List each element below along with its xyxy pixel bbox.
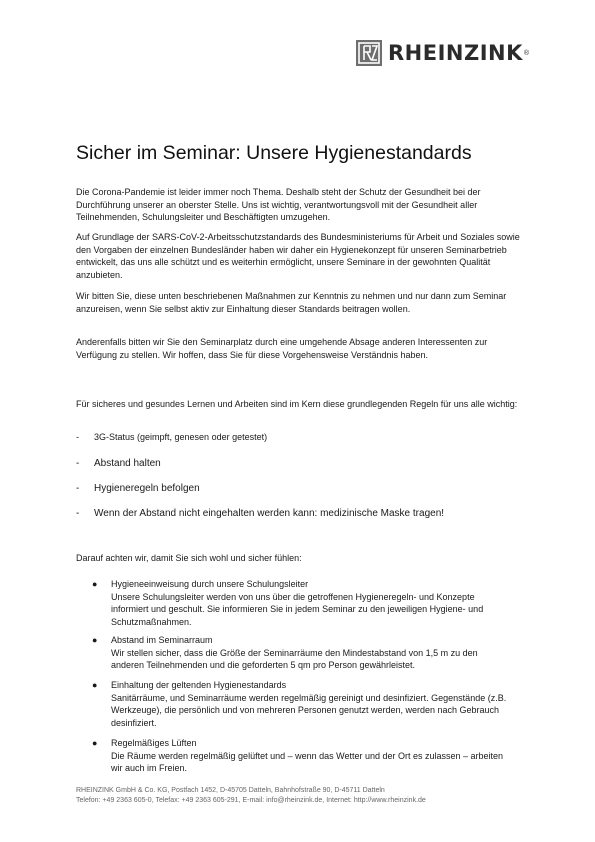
measure-text: Wir stellen sicher, dass die Größe der Seminarräume den Mindestabstand von 1,5 m zu den anderen Teilnehmenden und die geforderten 5 qm pro Person gewährleistet. [111,647,478,671]
intro-paragraph: Die Corona-Pandemie ist leider immer noch Thema. Deshalb steht der Schutz der Gesundheit bei der Durchführung unserer an oberster Stelle. Uns ist wichtig, verantwortungsvoll mit der Gesundheit aller Teilnehmenden, Schulungsleiter und Beschäftigten umzugehen. [76,187,481,223]
bullet-icon: ● [92,680,98,690]
footer-address: RHEINZINK GmbH & Co. KG, Postfach 1452, D-45705 Datteln, Bahnhofstraße 90, D-45711 Datteln [76,787,385,794]
dash-marker: - [76,458,80,469]
page-title: Sicher im Seminar: Unsere Hygienestandards [76,142,472,164]
measure-item [92,679,512,729]
measure-text: Die Räume werden regelmäßig gelüftet und – wenn das Wetter und der Ort es zulassen – arbeiten wir auch im Freien. [111,750,504,774]
rule-text: Abstand halten [94,458,161,469]
measure-heading: Regelmäßiges Lüften [111,738,197,748]
measure-heading: Einhaltung der geltenden Hygienestandards [111,680,287,690]
measures-intro: Darauf achten wir, damit Sie sich wohl und sicher fühlen: [76,553,302,563]
bullet-icon: ● [92,579,98,589]
rule-item [76,458,161,469]
footer [76,786,426,806]
measure-heading: Abstand im Seminarraum [111,635,213,645]
rheinzink-logo-icon [356,40,382,66]
measure-item [92,634,512,672]
measure-text: Unsere Schulungsleiter werden von uns über die getroffenen Hygieneregeln- und Konzepte informiert und geschult. Sie informieren Sie in jedem Seminar zu den jeweiligen Hygiene- und Schutzmaßnahmen. [111,591,484,627]
registered-mark: ® [523,49,530,57]
rule-item [76,508,444,519]
rule-item [76,483,200,494]
brand-logo [356,38,561,68]
brand-name: RHEINZINK [388,41,523,65]
bullet-icon: ● [92,738,98,748]
rules-intro: Für sicheres und gesundes Lernen und Arbeiten sind im Kern diese grundlegenden Regeln für uns alle wichtig: [76,399,518,409]
measure-text: Sanitärräume, und Seminarräume werden regelmäßig gereinigt und desinfiziert. Gegenstände (z.B. Werkzeuge), die persönlich und von mehreren Personen genutzt werden, werden nach Gebrauch desinfiziert. [111,692,507,728]
measure-item [92,578,512,628]
intro-paragraph: Anderenfalls bitten wir Sie den Seminarplatz durch eine umgehende Absage anderen Interessenten zur Verfügung zu stellen. Wir hoffen, dass Sie für diese Vorgehensweise Verständnis haben. [76,337,488,360]
intro-paragraph: Auf Grundlage der SARS-CoV-2-Arbeitsschutzstandards des Bundesministeriums für Arbeit und Soziales sowie den Vorgaben der einzelnen Bundesländer haben wir daher ein Hygienekonzept für unseren Seminarbetrieb entwickelt, das uns alle schützt und es weiterhin ermöglicht, unsere Seminare in der gewohnten Qualität anzubieten. [76,232,520,280]
footer-contact: Telefon: +49 2363 605-0, Telefax: +49 2363 605-291, E-mail: info@rheinzink.de, Internet: http://www.rheinzink.de [76,797,426,804]
rule-text: Wenn der Abstand nicht eingehalten werden kann: medizinische Maske tragen! [94,508,445,519]
dash-marker: - [76,508,80,519]
measure-heading: Hygieneeinweisung durch unsere Schulungsleiter [111,579,309,589]
measure-item [92,737,512,775]
intro-paragraph: Wir bitten Sie, diese unten beschriebenen Maßnahmen zur Kenntnis zu nehmen und nur dann zum Seminar anzureisen, wenn Sie selbst aktiv zur Einhaltung dieser Standards beitragen wollen. [76,291,507,314]
rule-text: 3G-Status (geimpft, genesen oder getestet) [94,432,268,442]
bullet-icon: ● [92,635,98,645]
dash-marker: - [76,483,80,494]
rule-text: Hygieneregeln befolgen [94,483,200,494]
dash-marker: - [76,432,79,442]
rule-item [76,432,267,442]
